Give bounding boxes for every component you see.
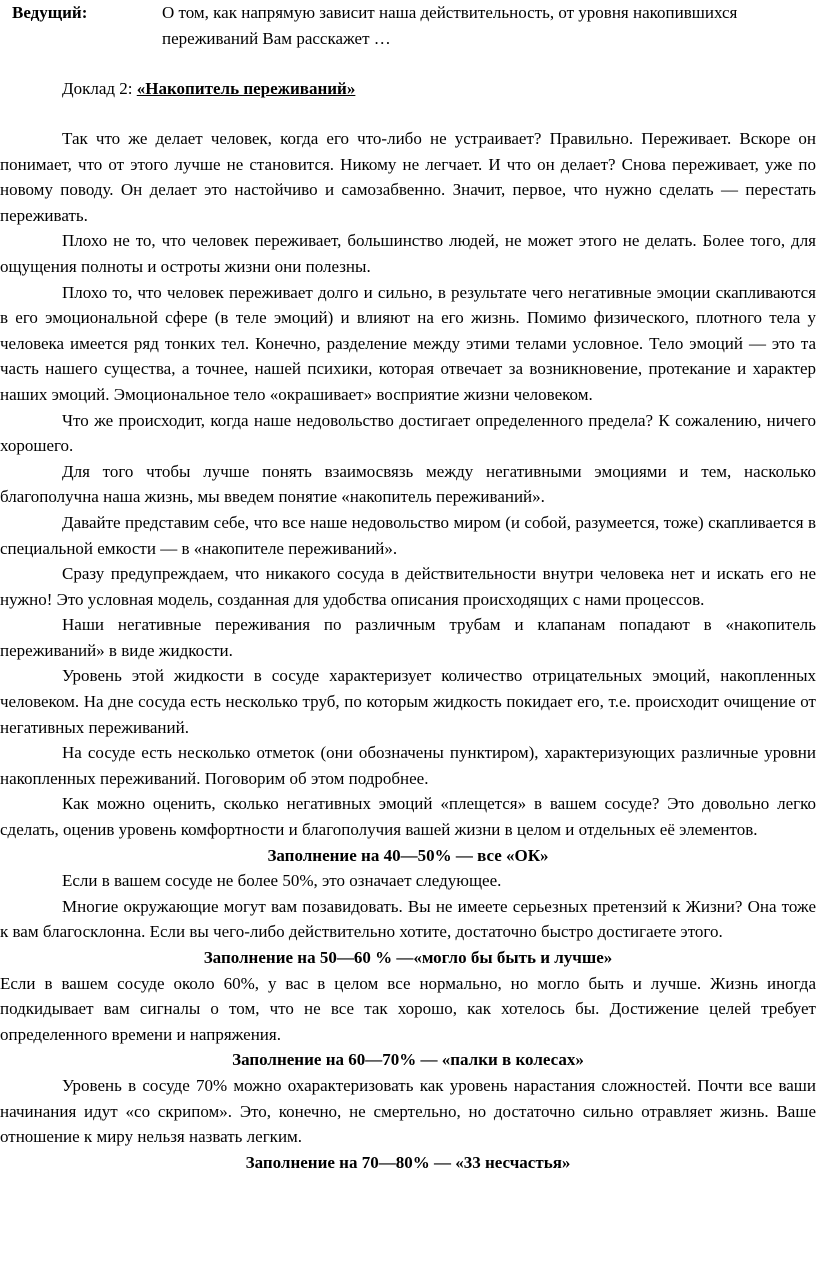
report-line [62, 76, 355, 102]
paragraph: Уровень в сосуде 70% можно охарактеризовать как уровень нарастания сложностей. Почти все ваши начинания идут «со скрипом». Это, конечно, не смертельно, но достаточно сильно отравляет жизнь. Ваше отношение к миру нельзя назвать легким. [0, 1075, 816, 1147]
paragraph: Наши негативные переживания по различным трубам и клапанам попадают в «накопитель переживаний» в виде жидкости. [0, 615, 816, 660]
paragraph: Давайте представим себе, что все наше недовольство миром (и собой, разумеется, тоже) скапливается в специальной емкости — в «накопителе переживаний». [0, 512, 816, 558]
report-prefix: Доклад 2: [62, 79, 137, 98]
section-heading: Заполнение на 60—70% — «палки в колесах» [232, 1050, 584, 1070]
paragraph: Что же происходит, когда наше недовольство достигает определенного предела? К сожалению, ничего хорошего. [0, 410, 816, 456]
header [12, 0, 812, 51]
paragraph: Для того чтобы лучше понять взаимосвязь между негативными эмоциями и тем, насколько благополучна наша жизнь, мы введем понятие «накопитель переживаний». [0, 461, 816, 507]
paragraph: Как можно оценить, сколько негативных эмоций «плещется» в вашем сосуде? Это довольно легко сделать, оценив уровень комфортности и благополучия вашей жизни в целом и отдельных её элементов. [0, 794, 816, 840]
speaker-label: Ведущий: [12, 3, 88, 22]
paragraph: На сосуде есть несколько отметок (они обозначены пунктиром), характеризующих различные уровни накопленных переживаний. Поговорим об этом подробнее. [0, 743, 816, 788]
paragraph: Плохо не то, что человек переживает, большинство людей, не может этого не делать. Более того, для ощущения полноты и остроты жизни они полезны. [0, 231, 816, 276]
paragraph: Многие окружающие могут вам позавидовать. Вы не имеете серьезных претензий к Жизни? Она тоже к вам благосклонна. Если вы чего-либо действительно хотите, достаточно быстро достигаете этого. [0, 896, 816, 942]
paragraph: Если в вашем сосуде около 60%, у вас в целом все нормально, но могло быть и лучше. Жизнь иногда подкидывает вам сигналы о том, что не все так хорошо, как хотелось бы. Достижение целей требует определенного времени и напряжения. [0, 973, 816, 1044]
paragraph: Так что же делает человек, когда его что-либо не устраивает? Правильно. Переживает. Вскоре он понимает, что от этого лучше не становится. Никому не легчает. И что он делает? Снова переживает, уже по новому поводу. Он делает это настойчиво и самозабвенно. Значит, первое, что нужно сделать — перестать переживать. [0, 129, 816, 225]
report-title: «Накопитель переживаний» [136, 79, 356, 98]
paragraph: Сразу предупреждаем, что никакого сосуда в действительности внутри человека нет и искать его не нужно! Это условная модель, созданная для удобства описания происходящих с нами процессов. [0, 564, 816, 609]
paragraph: Уровень этой жидкости в сосуде характеризует количество отрицательных эмоций, накопленных человеком. На дне сосуда есть несколько труб, по которым жидкость покидает его, т.е. происходит очищение от негативных переживаний. [0, 666, 816, 737]
section-heading: Заполнение на 70—80% — «33 несчастья» [245, 1152, 571, 1172]
section-heading: Заполнение на 40—50% — все «ОК» [267, 845, 549, 865]
section-heading: Заполнение на 50—60 % —«могло бы быть и лучше» [203, 948, 613, 967]
paragraph: Если в вашем сосуде не более 50%, это означает следующее. [62, 871, 502, 891]
speaker-text: О том, как напрямую зависит наша действительность, от уровня накопившихся переживаний Вам расскажет … [162, 3, 738, 48]
document-body [0, 126, 816, 1175]
speaker-row [12, 0, 812, 51]
paragraph: Плохо то, что человек переживает долго и сильно, в результате чего негативные эмоции скапливаются в его эмоциональной сфере (в теле эмоций) и влияют на его жизнь. Помимо физического, плотного тела у человека имеется ряд тонких тел. Конечно, разделение между этими телами условное. Тело эмоций — это та часть нашего существа, а точнее, нашей психики, которая отвечает за возникновение, протекание и характер наших эмоций. Эмоциональное тело «окрашивает» восприятие жизни человеком. [0, 282, 816, 404]
